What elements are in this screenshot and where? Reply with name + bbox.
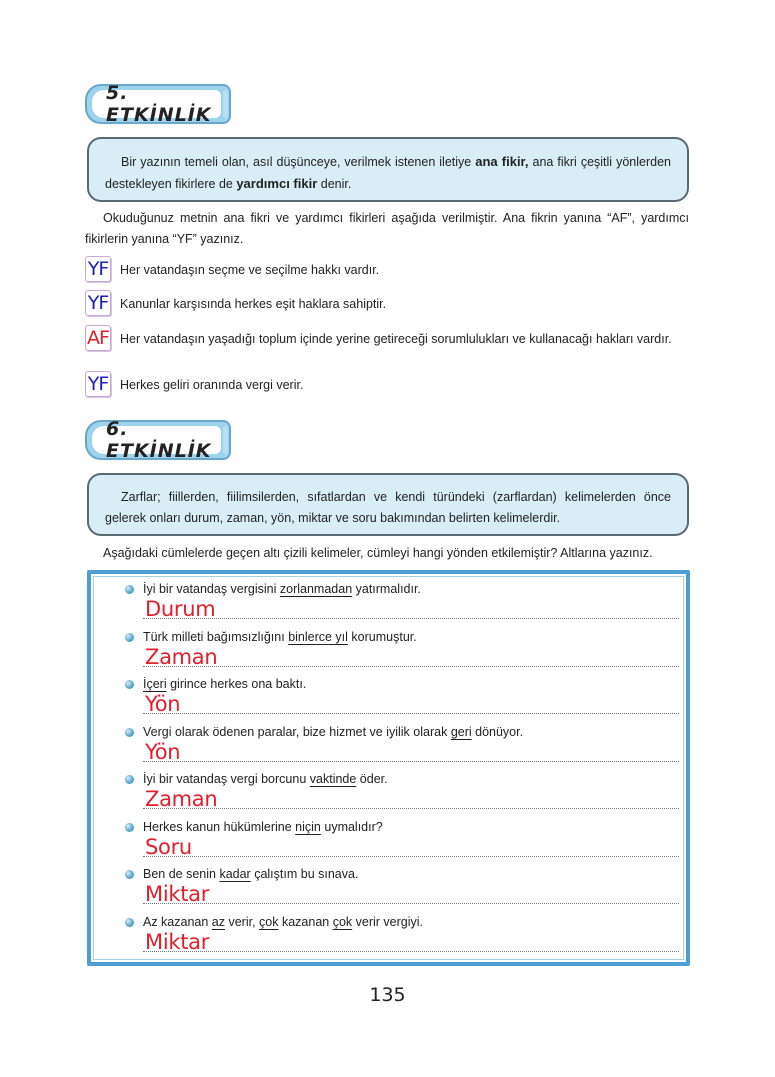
answer-text[interactable]: Zaman [145, 787, 218, 811]
exercise-item-1 [143, 580, 679, 624]
answer-line[interactable] [143, 666, 679, 667]
page-number: 135 [369, 984, 406, 1006]
activity6-info-box [87, 473, 689, 536]
sentence: Az kazanan az verir, çok kazanan çok verir vergiyi. [143, 915, 424, 929]
activity6-header-tab [85, 420, 231, 460]
statement-1 [85, 256, 689, 284]
underlined-word: çok [259, 915, 279, 929]
bullet-icon [125, 728, 134, 737]
activity5-info-box [87, 137, 689, 202]
answer-line[interactable] [143, 618, 679, 619]
underlined-word: az [211, 915, 225, 929]
answer-text[interactable]: Soru [145, 835, 192, 859]
underlined-word: kadar [219, 867, 251, 881]
underlined-word: niçin [295, 820, 321, 834]
statement-text: Her vatandaşın yaşadığı toplum içinde yerine getireceği sorumlulukları ve kullanacağı hakları vardır. [120, 332, 672, 346]
bullet-icon [125, 823, 134, 832]
underlined-word: zorlanmadan [279, 582, 353, 596]
sentence: İyi bir vatandaş vergi borcunu vaktinde öder. [143, 772, 388, 786]
answer-text[interactable]: Zaman [145, 645, 218, 669]
sentence: İyi bir vatandaş vergisini zorlanmadan yatırmalıdır. [143, 582, 421, 596]
bullet-icon [125, 870, 134, 879]
sentence: Ben de senin kadar çalıştım bu sınava. [143, 867, 359, 881]
answer-line[interactable] [143, 713, 679, 714]
answer-box[interactable]: YF [85, 371, 111, 397]
exercise-frame [87, 570, 690, 966]
answer-box[interactable]: YF [85, 290, 111, 316]
sentence: Herkes kanun hükümlerine niçin uymalıdır? [143, 820, 383, 834]
statement-2 [85, 290, 689, 318]
statement-text: Kanunlar karşısında herkes eşit haklara sahiptir. [120, 297, 387, 311]
answer-box[interactable]: YF [85, 256, 111, 282]
activity6-instruction: Aşağıdaki cümlelerde geçen altı çizili kelimeler, cümleyi hangi yönden etkilemiştir? Altlarına yazınız. [103, 546, 653, 560]
bullet-icon [125, 633, 134, 642]
answer-line[interactable] [143, 903, 679, 904]
answer-line[interactable] [143, 856, 679, 857]
statement-4 [85, 371, 689, 399]
activity6-info-text: Zarflar; fiillerden, fiilimsilerden, sıfatlardan ve kendi türündeki (zarflardan) kelimelerden önce gelerek onları durum, zaman, yön, miktar ve soru bakımından belirten kelimelerdir. [105, 490, 671, 525]
answer-box[interactable]: AF [85, 325, 111, 351]
activity6-title: 6. ETKİNLİK [106, 418, 212, 462]
activity5-instruction: Okuduğunuz metnin ana fikri ve yardımcı fikirleri aşağıda verilmiştir. Ana fikrin yanına “AF”, yardımcı fikirlerin yanına “YF” yazınız. [85, 211, 689, 246]
bullet-icon [125, 680, 134, 689]
bullet-icon [125, 585, 134, 594]
answer-text[interactable]: Yön [145, 692, 181, 716]
answer-text[interactable]: Miktar [145, 930, 210, 954]
bullet-icon [125, 918, 134, 927]
activity5-info-text: Bir yazının temeli olan, asıl düşünceye, verilmek istenen iletiye ana fikir, ana fikri çeşitli yönlerden destekleyen fikirlere de yardımcı fikir denir. [105, 154, 671, 191]
underlined-word: vaktinde [309, 772, 357, 786]
sentence: Vergi olarak ödenen paralar, bize hizmet ve iyilik olarak geri dönüyor. [143, 725, 524, 739]
underlined-word: çok [332, 915, 353, 929]
exercise-item-3 [143, 675, 679, 719]
activity5-title: 5. ETKİNLİK [106, 82, 212, 126]
answer-text[interactable]: Miktar [145, 882, 210, 906]
underlined-word: geri [450, 725, 472, 739]
statement-text: Her vatandaşın seçme ve seçilme hakkı vardır. [120, 263, 380, 277]
exercise-item-7 [143, 865, 679, 909]
bullet-icon [125, 775, 134, 784]
answer-text[interactable]: Yön [145, 740, 181, 764]
underlined-word: İçeri [143, 677, 167, 691]
statement-3 [85, 325, 689, 369]
answer-line[interactable] [143, 761, 679, 762]
sentence: Türk milleti bağımsızlığını binlerce yıl korumuştur. [143, 630, 417, 644]
answer-line[interactable] [143, 808, 679, 809]
exercise-item-4 [143, 723, 679, 767]
sentence: İçeri girince herkes ona baktı. [143, 677, 307, 691]
activity5-header-tab [85, 84, 231, 124]
underlined-word: binlerce yıl [288, 630, 348, 644]
exercise-item-2 [143, 628, 679, 672]
answer-line[interactable] [143, 951, 679, 952]
answer-text[interactable]: Durum [145, 597, 216, 621]
exercise-item-8 [143, 913, 679, 957]
exercise-item-5 [143, 770, 679, 814]
statement-text: Herkes geliri oranında vergi verir. [120, 378, 304, 392]
exercise-item-6 [143, 818, 679, 862]
